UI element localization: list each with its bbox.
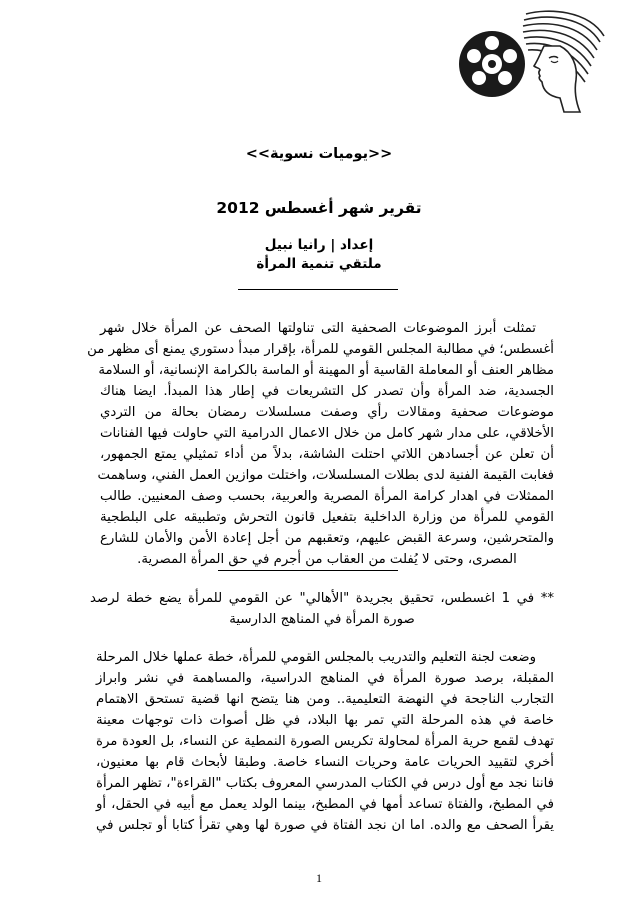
paragraph-line: الممثلات في اهدار كرامة المرأة المصرية والعربية، بحسب وصف المعنيين. طالب — [100, 489, 554, 504]
paragraph-line: خاصة في هذه المرحلة التي تمر بها البلاد، في ظل أصوات ذات توجهات معينة — [96, 713, 554, 728]
paragraph-line: فغابت القيمة الفنية لدى بطلات المسلسلات، واختلت موازين العمل الفني، وساهمت — [97, 468, 554, 483]
paragraph-line: مظاهر العنف أو المعاملة القاسية أو المهينة أو الماسة بالكرامة الإنسانية، أو السلامة — [98, 363, 554, 378]
paragraph-line: تهدف لقمع حرية المرأة لمحاولة تكريس الصورة النمطية عن النساء، بل العودة مرة — [96, 734, 554, 749]
paragraph-line: الجسدية، ضد المرأة وأن تصدر كل التشريعات في إطار هذا المبدأ. ايضا هناك — [100, 384, 554, 399]
page-number: 1 — [316, 871, 322, 885]
paragraph-line: يقرأ الصحف مع والده. اما ان نجد الفتاة في صورة لها وهي تقرأ كتابا أو تجلس في — [96, 818, 554, 833]
organization-name: ملتقي تنمية المرأة — [256, 256, 382, 272]
paragraph-line: أغسطس؛ في مطالبة المجلس القومي للمرأة، بإقرار مبدأ دستوري يمنع أى مظهر من — [87, 342, 554, 357]
headline-line: ** في 1 اغسطس، تحقيق بجريدة "الأهالي" عن القومي للمرأة يضع خطة لرصد — [90, 591, 554, 606]
divider-middle — [218, 570, 398, 571]
women-development-forum-logo-icon — [448, 6, 610, 114]
paragraph-line: القومي للمرأة من وزارة الداخلية بتفعيل قانون التحرش وتطبيقه على البلطجية — [100, 510, 554, 525]
paragraph-line: أخري لتقييد الحريات عامة وحريات النساء خاصة. وطبقا لأبحاث قام بها معنيون، — [96, 755, 554, 770]
paragraph-line: تمثلت أبرز الموضوعات الصحفية التى تناولتها الصحف عن المرأة خلال شهر — [100, 321, 536, 336]
paragraph-line: المقبلة، برصد صورة المرأة في المناهج الدراسية، والمساهمة في نشر وابراز — [96, 671, 554, 686]
prepared-by: إعداد | رانيا نبيل — [264, 237, 374, 253]
paragraph-line: المصرى، وحتى لا يُفلت من العقاب من أجرم في حق المرأة المصرية. — [137, 552, 517, 567]
news-paragraph — [96, 647, 554, 836]
paragraph-line: الأخلاقي، على مدار شهر كامل من خلال الاعمال الدرامية التي حاولت فيها الفنانات — [100, 426, 554, 441]
summary-paragraph — [87, 318, 554, 570]
paragraph-line: التجارب الناجحة في النهضة التعليمية.. ومن هنا يتضح انها قضية تستحق الاهتمام — [96, 692, 554, 707]
paragraph-line: والمتحرشين، وسرعة القبض عليهم، وتعقبهم من أجل إعادة الأمن والأمان للشارع — [100, 531, 554, 546]
divider-top — [238, 289, 398, 290]
paragraph-line: وضعت لجنة التعليم والتدريب بالمجلس القومي للمرأة، خطة عملها خلال المرحلة — [96, 650, 536, 665]
headline-line: صورة المرأة في المناهج الدارسية — [229, 612, 415, 627]
news-headline — [90, 588, 554, 630]
paragraph-line: في المطبخ، والفتاة تساعد أمها في المطبخ، بينما الولد يعمل مع أبيه في الحقل، أو — [96, 797, 554, 812]
paragraph-line: موضوعات صحفية ومقالات رأي وصفت مسلسلات رمضان بحالة من التردي — [100, 405, 554, 420]
author-block — [0, 236, 638, 274]
series-title: <<يوميات نسوية>> — [245, 146, 393, 162]
report-title: تقرير شهر أغسطس 2012 — [216, 199, 422, 217]
paragraph-line: فاننا نجد مع أول درس في الكتاب المدرسي المعروف بكتاب "القراءة"، تظهر المرأة — [96, 776, 554, 791]
paragraph-line: أن تعلن عن أجسادهن اللاتي احتلت الشاشة، بدلاً من أداء تمثيلي يمتع الجمهور، — [100, 447, 554, 462]
